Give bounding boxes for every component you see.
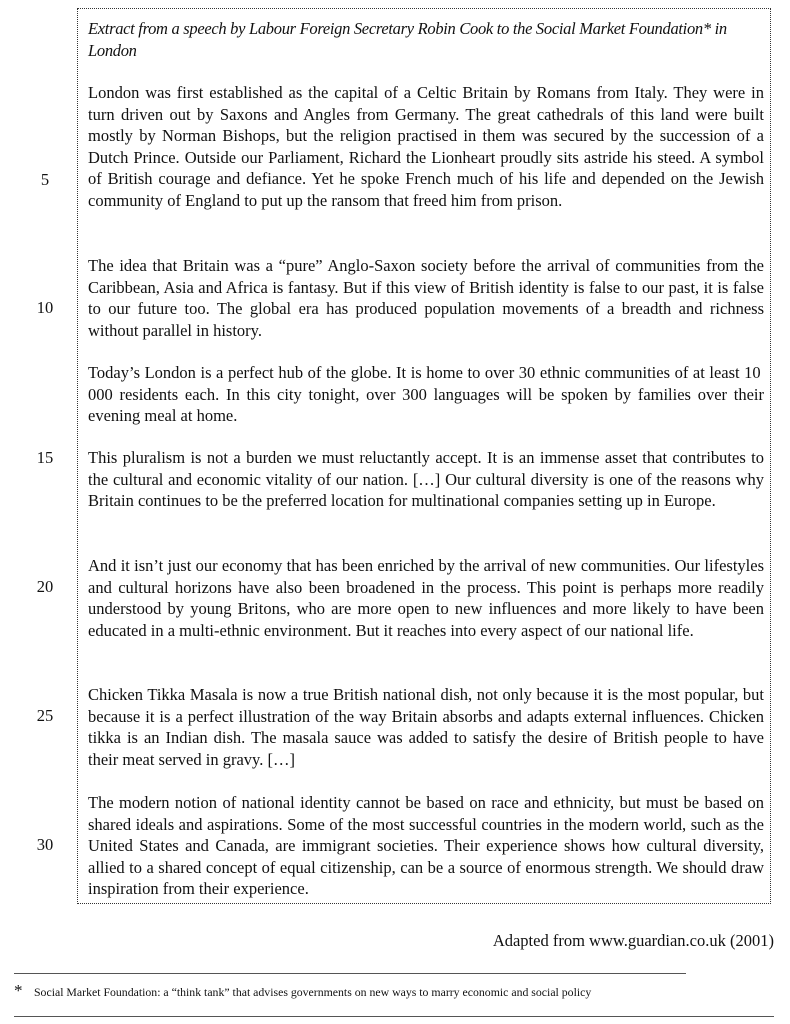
paragraph-3: Today’s London is a perfect hub of the globe. It is home to over 30 ethnic communities of at least 10 000 residents each. In this city tonight, over 300 languages will be spoken by families over their evening meal at home. <box>88 363 764 426</box>
line-number-15: 15 <box>36 448 54 467</box>
line-number-30: 30 <box>36 835 54 854</box>
paragraph-1: London was first established as the capital of a Celtic Britain by Romans from Italy. They were in turn driven out by Saxons and Angles from Germany. The great cathedrals of this land were built mostly by Norman Bishops, but the religion practised in them was secured by the succession of a Dutch Prince. Outside our Parliament, Richard the Lionheart proudly sits astride his steed. A symbol of British courage and defiance. Yet he spoke French much of his life and depended on the Jewish community of England to put up the ransom that freed him from prison. <box>88 83 764 210</box>
paragraph-5: And it isn’t just our economy that has been enriched by the arrival of new communities. Our lifestyles and cultural horizons have also been broadened in the process. This point is perhaps more readily understood by young Britons, who are more open to new influences and more likely to have been educated in a multi-ethnic environment. But it reaches into every aspect of our national life. <box>88 556 764 640</box>
paragraph-7: The modern notion of national identity cannot be based on race and ethnicity, but must be based on shared ideals and aspirations. Some of the most successful countries in the modern world, such as the United States and Canada, are immigrant societies. Their experience shows how cultural diversity, allied to a shared concept of equal citizenship, can be a source of enormous strength. We should draw inspiration from their experience. <box>88 793 764 899</box>
line-number-10: 10 <box>36 298 54 317</box>
bottom-divider <box>14 1016 774 1017</box>
footnote-text: Social Market Foundation: a “think tank” that advises governments on new ways to marry economic and social policy <box>34 985 592 999</box>
line-number-25: 25 <box>36 706 54 725</box>
footnote-marker: * <box>14 981 23 1000</box>
source-attribution: Adapted from www.guardian.co.uk (2001) <box>492 931 774 950</box>
line-number-5: 5 <box>40 170 50 189</box>
footnote-divider <box>14 973 686 974</box>
extract-heading: Extract from a speech by Labour Foreign Secretary Robin Cook to the Social Market Foundation* in London <box>88 19 727 60</box>
line-number-20: 20 <box>36 577 54 596</box>
paragraph-6: Chicken Tikka Masala is now a true British national dish, not only because it is the most popular, but because it is a perfect illustration of the way Britain absorbs and adapts external influences. Chicken tikka is an Indian dish. The masala sauce was added to satisfy the desire of British people to have their meat served in gravy. […] <box>88 685 764 769</box>
paragraph-4: This pluralism is not a burden we must reluctantly accept. It is an immense asset that contributes to the cultural and economic vitality of our nation. […] Our cultural diversity is one of the reasons why Britain continues to be the preferred location for multinational companies setting up in Europe. <box>88 448 764 511</box>
paragraph-2: The idea that Britain was a “pure” Anglo-Saxon society before the arrival of communities from the Caribbean, Asia and Africa is fantasy. But if this view of British identity is false to our past, it is false to our future too. The global era has produced population movements of a breadth and richness without parallel in history. <box>88 256 764 340</box>
